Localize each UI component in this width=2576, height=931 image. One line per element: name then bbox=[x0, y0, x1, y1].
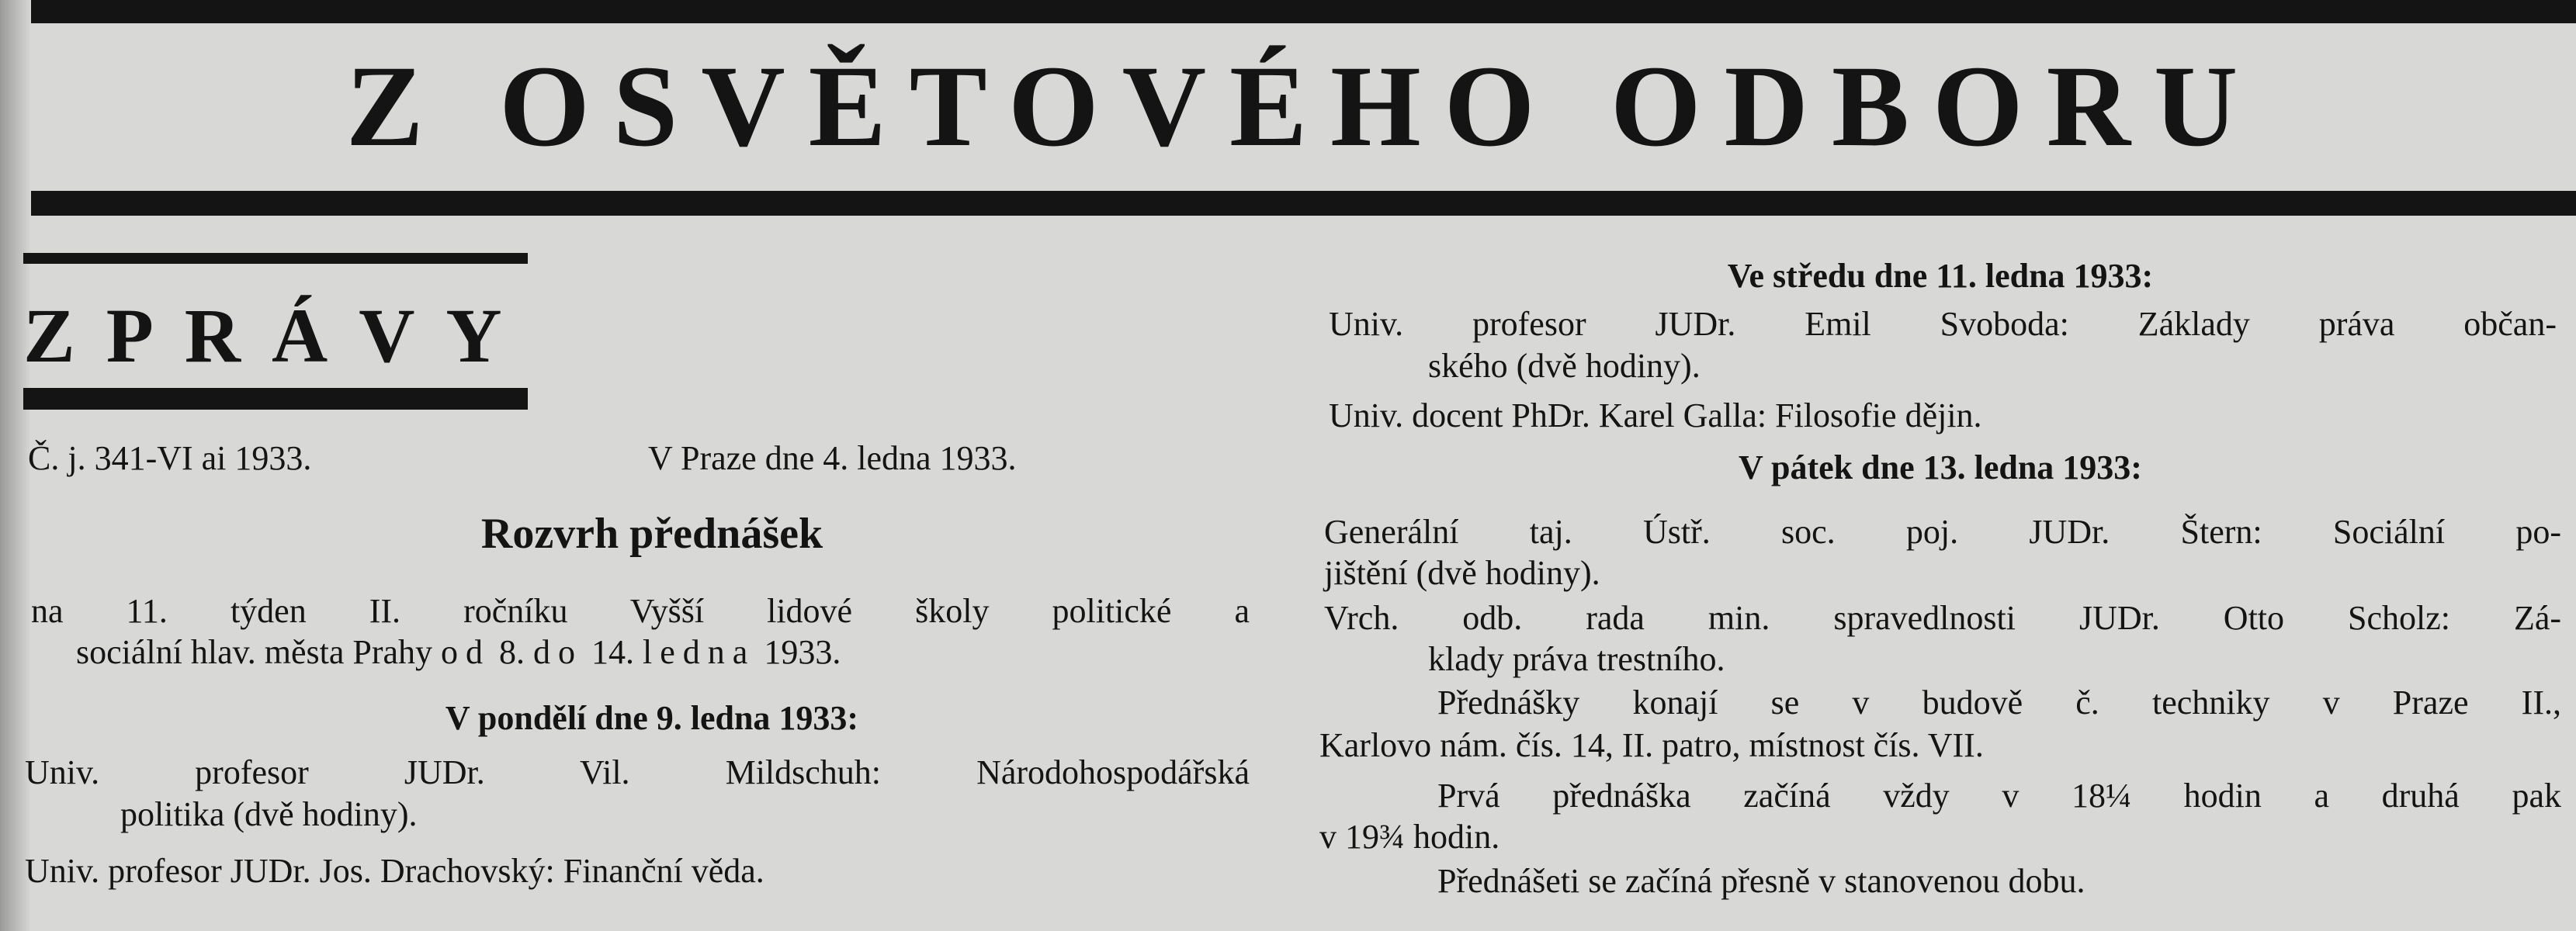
wednesday-lecture-1-line-1: Univ. profesor JUDr. Emil Svoboda: Základy práva občan- bbox=[1329, 305, 2557, 343]
wednesday-lecture-2: Univ. docent PhDr. Karel Galla: Filosofie dějin. bbox=[1329, 396, 1982, 434]
intro-do: do bbox=[533, 633, 584, 671]
place-date: V Praze dne 4. ledna 1933. bbox=[648, 439, 1017, 477]
schedule-heading: Rozvrh přednášek bbox=[480, 510, 823, 558]
intro-num1: 8. bbox=[499, 633, 525, 671]
wednesday-lecture-1-line-2: ského (dvě hodiny). bbox=[1428, 347, 1701, 385]
friday-heading: V pátek dne 13. ledna 1933: bbox=[1739, 448, 2142, 486]
section-top-rule bbox=[23, 253, 528, 264]
masthead-bottom-rule bbox=[31, 191, 2576, 216]
friday-lecture-2-line-2: klady práva trestního. bbox=[1428, 640, 1725, 678]
intro-line-2 bbox=[76, 632, 841, 673]
monday-lecture-1-line-1: Univ. profesor JUDr. Vil. Mildschuh: Národohospodářská bbox=[25, 753, 1250, 791]
section-title: ZPRÁVY bbox=[23, 292, 533, 379]
note-2-line-1: Prvá přednáška začíná vždy v 18¼ hodin a druhá pak bbox=[1437, 777, 2561, 815]
wednesday-heading: Ve středu dne 11. ledna 1933: bbox=[1727, 257, 2154, 295]
intro-od: od bbox=[441, 633, 491, 671]
note-2-line-2: v 19¾ hodin. bbox=[1319, 818, 1500, 856]
note-1-line-2: Karlovo nám. čís. 14, II. patro, místnost čís. VII. bbox=[1319, 726, 1984, 764]
intro-line-2-prefix: sociální hlav. města Prahy bbox=[76, 633, 433, 671]
section-bottom-rule bbox=[23, 388, 528, 410]
monday-lecture-2: Univ. profesor JUDr. Jos. Drachovský: Finanční věda. bbox=[25, 852, 764, 890]
masthead-top-rule bbox=[31, 0, 2576, 23]
intro-num2: 14. bbox=[591, 633, 635, 671]
friday-lecture-2-line-1: Vrch. odb. rada min. spravedlnosti JUDr. Otto Scholz: Zá- bbox=[1324, 599, 2561, 637]
intro-ledna: ledna bbox=[643, 633, 756, 671]
monday-heading: V pondělí dne 9. ledna 1933: bbox=[445, 699, 859, 737]
intro-line-1: na 11. týden II. ročníku Vyšší lidové školy politické a bbox=[31, 592, 1250, 630]
monday-lecture-1-line-2: politika (dvě hodiny). bbox=[120, 795, 418, 833]
masthead-title: Z OSVĚTOVÉHO ODBORU bbox=[345, 42, 2262, 171]
friday-lecture-1-line-1: Generální taj. Ústř. soc. poj. JUDr. Štern: Sociální po- bbox=[1324, 513, 2561, 551]
note-3: Přednášeti se začíná přesně v stanovenou dobu. bbox=[1437, 862, 2085, 900]
reference-number: Č. j. 341-VI ai 1933. bbox=[28, 439, 312, 477]
friday-lecture-1-line-2: jištění (dvě hodiny). bbox=[1324, 554, 1600, 592]
intro-year: 1933. bbox=[764, 633, 841, 671]
note-1-line-1: Přednášky konají se v budově č. techniky v Praze II., bbox=[1437, 684, 2561, 722]
